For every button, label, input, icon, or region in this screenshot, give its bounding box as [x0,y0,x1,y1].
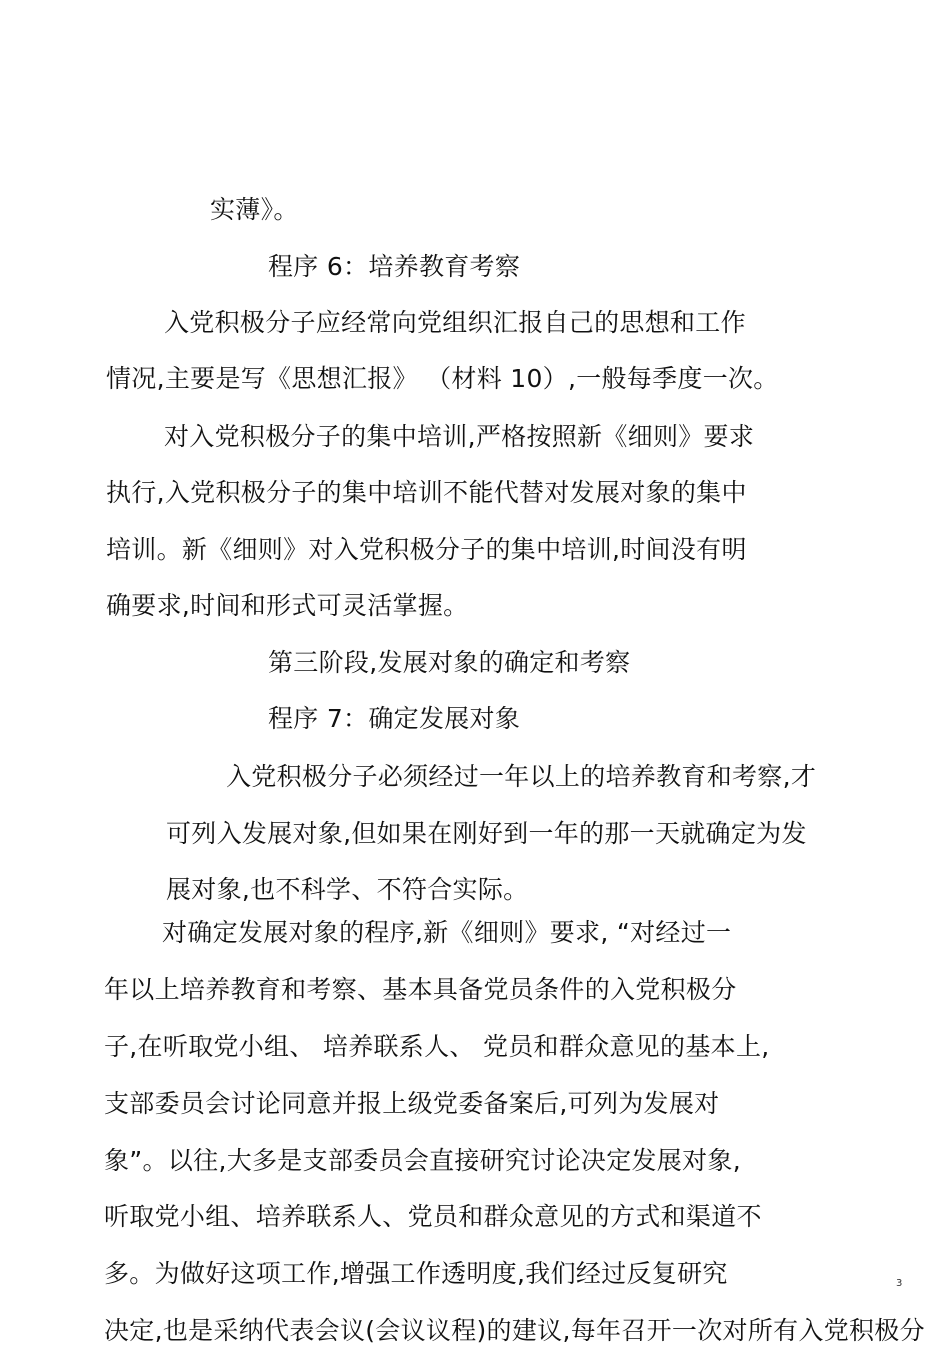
text-line-7: 培训。新《细则》对入党积极分子的集中培训,时间没有明 [106,535,747,564]
section-heading-procedure-6: 程序 6：培养教育考察 [268,252,521,281]
section-heading-procedure-7: 程序 7：确定发展对象 [268,704,521,733]
text-line-12: 可列入发展对象,但如果在刚好到一年的那一天就确定为发 [166,819,807,848]
text-line-6: 执行,入党积极分子的集中培训不能代替对发展对象的集中 [106,478,747,507]
text-line-14: 对确定发展对象的程序,新《细则》要求, “对经过一 [162,918,732,947]
text-line-11: 入党积极分子必须经过一年以上的培养教育和考察,才 [226,762,817,791]
text-line-13: 展对象,也不科学、不符合实际。 [166,875,529,904]
text-line-18: 象”。以往,大多是支部委员会直接研究讨论决定发展对象, [104,1146,741,1175]
text-line-21: 决定,也是采纳代表会议(会议议程)的建议,每年召开一次对所有入党积极分 [104,1316,925,1345]
section-heading-stage-3: 第三阶段,发展对象的确定和考察 [268,648,631,677]
text-line-4: 情况,主要是写《思想汇报》 （材料 10）,一般每季度一次。 [106,364,779,393]
text-line-5: 对入党积极分子的集中培训,严格按照新《细则》要求 [164,422,755,451]
text-line-20: 多。为做好这项工作,增强工作透明度,我们经过反复研究 [104,1259,728,1288]
text-line-16: 子,在听取党小组、 培养联系人、 党员和群众意见的基本上, [104,1032,770,1061]
text-line-15: 年以上培养教育和考察、基本具备党员条件的入党积极分 [104,975,737,1004]
text-line-19: 听取党小组、培养联系人、党员和群众意见的方式和渠道不 [104,1202,762,1231]
text-line-17: 支部委员会讨论同意并报上级党委备案后,可列为发展对 [104,1089,720,1118]
text-line-8: 确要求,时间和形式可灵活掌握。 [106,591,469,620]
text-line-1: 实薄》。 [210,195,299,224]
page-number: 3 [896,1278,903,1289]
text-line-3: 入党积极分子应经常向党组织汇报自己的思想和工作 [164,308,746,337]
